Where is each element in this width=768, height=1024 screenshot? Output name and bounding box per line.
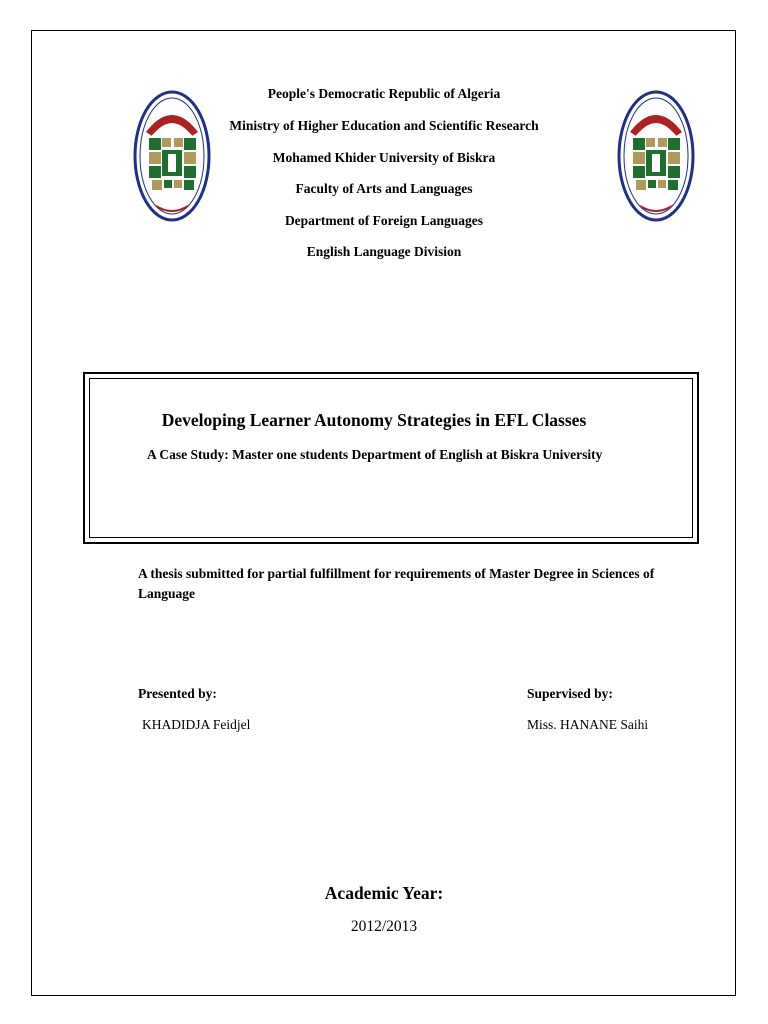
- supervised-by-label: Supervised by:: [527, 686, 613, 701]
- thesis-statement: A thesis submitted for partial fulfillment for requirements of Master Degree in Sciences of Language: [138, 566, 655, 601]
- academic-year-value: 2012/2013: [350, 918, 418, 935]
- department-name: Department of Foreign Languages: [284, 213, 484, 228]
- country-name: People's Democratic Republic of Algeria: [267, 86, 501, 101]
- academic-year-label: Academic Year:: [324, 883, 444, 903]
- faculty-name: Faculty of Arts and Languages: [295, 181, 473, 196]
- division-name: English Language Division: [306, 244, 462, 259]
- ministry-name: Ministry of Higher Education and Scientific Research: [229, 118, 539, 133]
- university-name: Mohamed Khider University of Biskra: [272, 150, 496, 165]
- supervisor-name: Miss. HANANE Saihi: [527, 717, 649, 732]
- presented-by-label: Presented by:: [138, 686, 217, 701]
- thesis-subtitle: A Case Study: Master one students Department of English at Biskra University: [147, 447, 603, 462]
- thesis-title: Developing Learner Autonomy Strategies in EFL Classes: [161, 410, 587, 430]
- author-name: KHADIDJA Feidjel: [142, 717, 251, 732]
